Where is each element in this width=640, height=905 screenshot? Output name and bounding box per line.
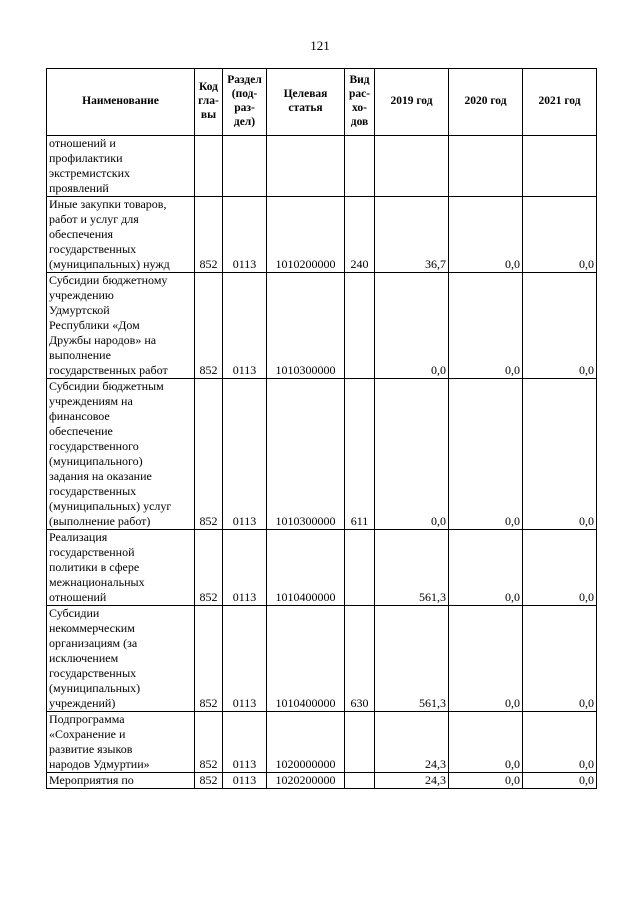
cell-kind — [345, 712, 375, 773]
header-2020: 2020 год — [449, 69, 523, 136]
cell-y2021 — [523, 136, 597, 197]
cell-y2019: 24,3 — [375, 773, 449, 789]
header-2019: 2019 год — [375, 69, 449, 136]
cell-kind: 630 — [345, 606, 375, 712]
cell-section: 0113 — [223, 379, 267, 530]
cell-name: Подпрограмма «Сохранение и развитие языков народов Удмуртии» — [47, 712, 195, 773]
cell-y2019: 561,3 — [375, 530, 449, 606]
cell-name: Субсидии бюджетным учреждениям на финансовое обеспечение государственного (муниципального) задания на оказание государственных (муниципальных) услуг (выполнение работ) — [47, 379, 195, 530]
header-2021: 2021 год — [523, 69, 597, 136]
cell-y2020: 0,0 — [449, 606, 523, 712]
cell-kind: 611 — [345, 379, 375, 530]
table-row — [47, 136, 597, 197]
cell-section — [223, 136, 267, 197]
table-row — [47, 197, 597, 273]
cell-kind — [345, 773, 375, 789]
page-number: 121 — [310, 38, 330, 53]
header-name: Наименование — [47, 69, 195, 136]
cell-kind: 240 — [345, 197, 375, 273]
cell-code — [195, 136, 223, 197]
cell-section: 0113 — [223, 606, 267, 712]
cell-y2020: 0,0 — [449, 379, 523, 530]
cell-code: 852 — [195, 197, 223, 273]
cell-code: 852 — [195, 379, 223, 530]
cell-name: отношений и профилактики экстремистских проявлений — [47, 136, 195, 197]
table-row — [47, 606, 597, 712]
cell-target — [267, 136, 345, 197]
cell-section: 0113 — [223, 712, 267, 773]
cell-section: 0113 — [223, 773, 267, 789]
table-row — [47, 273, 597, 379]
cell-y2021: 0,0 — [523, 379, 597, 530]
cell-y2019: 36,7 — [375, 197, 449, 273]
cell-section: 0113 — [223, 197, 267, 273]
cell-y2020: 0,0 — [449, 197, 523, 273]
cell-y2020: 0,0 — [449, 530, 523, 606]
cell-y2019: 0,0 — [375, 379, 449, 530]
cell-y2020: 0,0 — [449, 273, 523, 379]
cell-kind — [345, 136, 375, 197]
cell-target: 1010400000 — [267, 606, 345, 712]
cell-target: 1020000000 — [267, 712, 345, 773]
header-code: Код гла- вы — [195, 69, 223, 136]
cell-y2021: 0,0 — [523, 606, 597, 712]
cell-name: Реализация государственной политики в сфере межнациональных отношений — [47, 530, 195, 606]
table-row — [47, 530, 597, 606]
cell-y2020 — [449, 136, 523, 197]
cell-target: 1010300000 — [267, 379, 345, 530]
cell-section: 0113 — [223, 273, 267, 379]
cell-y2019: 561,3 — [375, 606, 449, 712]
cell-y2021: 0,0 — [523, 197, 597, 273]
cell-name: Иные закупки товаров, работ и услуг для обеспечения государственных (муниципальных) нужд — [47, 197, 195, 273]
header-kind: Вид рас- хо- дов — [345, 69, 375, 136]
cell-code: 852 — [195, 712, 223, 773]
header-section: Раздел (под- раз- дел) — [223, 69, 267, 136]
cell-y2019 — [375, 136, 449, 197]
table-row — [47, 712, 597, 773]
cell-code: 852 — [195, 606, 223, 712]
cell-name: Субсидии бюджетному учреждению Удмуртской Республики «Дом Дружбы народов» на выполнение государственных работ — [47, 273, 195, 379]
cell-kind — [345, 530, 375, 606]
cell-target: 1010200000 — [267, 197, 345, 273]
cell-y2019: 24,3 — [375, 712, 449, 773]
cell-section: 0113 — [223, 530, 267, 606]
cell-y2021: 0,0 — [523, 773, 597, 789]
cell-kind — [345, 273, 375, 379]
cell-y2019: 0,0 — [375, 273, 449, 379]
cell-target: 1010300000 — [267, 273, 345, 379]
cell-y2020: 0,0 — [449, 712, 523, 773]
header-row — [47, 69, 597, 136]
cell-code: 852 — [195, 273, 223, 379]
cell-name: Субсидии некоммерческим организациям (за исключением государственных (муниципальных) учреждений) — [47, 606, 195, 712]
header-target: Целевая статья — [267, 69, 345, 136]
cell-code: 852 — [195, 773, 223, 789]
cell-code: 852 — [195, 530, 223, 606]
cell-y2020: 0,0 — [449, 773, 523, 789]
cell-target: 1010400000 — [267, 530, 345, 606]
cell-name: Мероприятия по — [47, 773, 195, 789]
cell-y2021: 0,0 — [523, 273, 597, 379]
table-row — [47, 773, 597, 789]
cell-y2021: 0,0 — [523, 530, 597, 606]
cell-target: 1020200000 — [267, 773, 345, 789]
budget-table — [46, 68, 597, 789]
table-row — [47, 379, 597, 530]
cell-y2021: 0,0 — [523, 712, 597, 773]
